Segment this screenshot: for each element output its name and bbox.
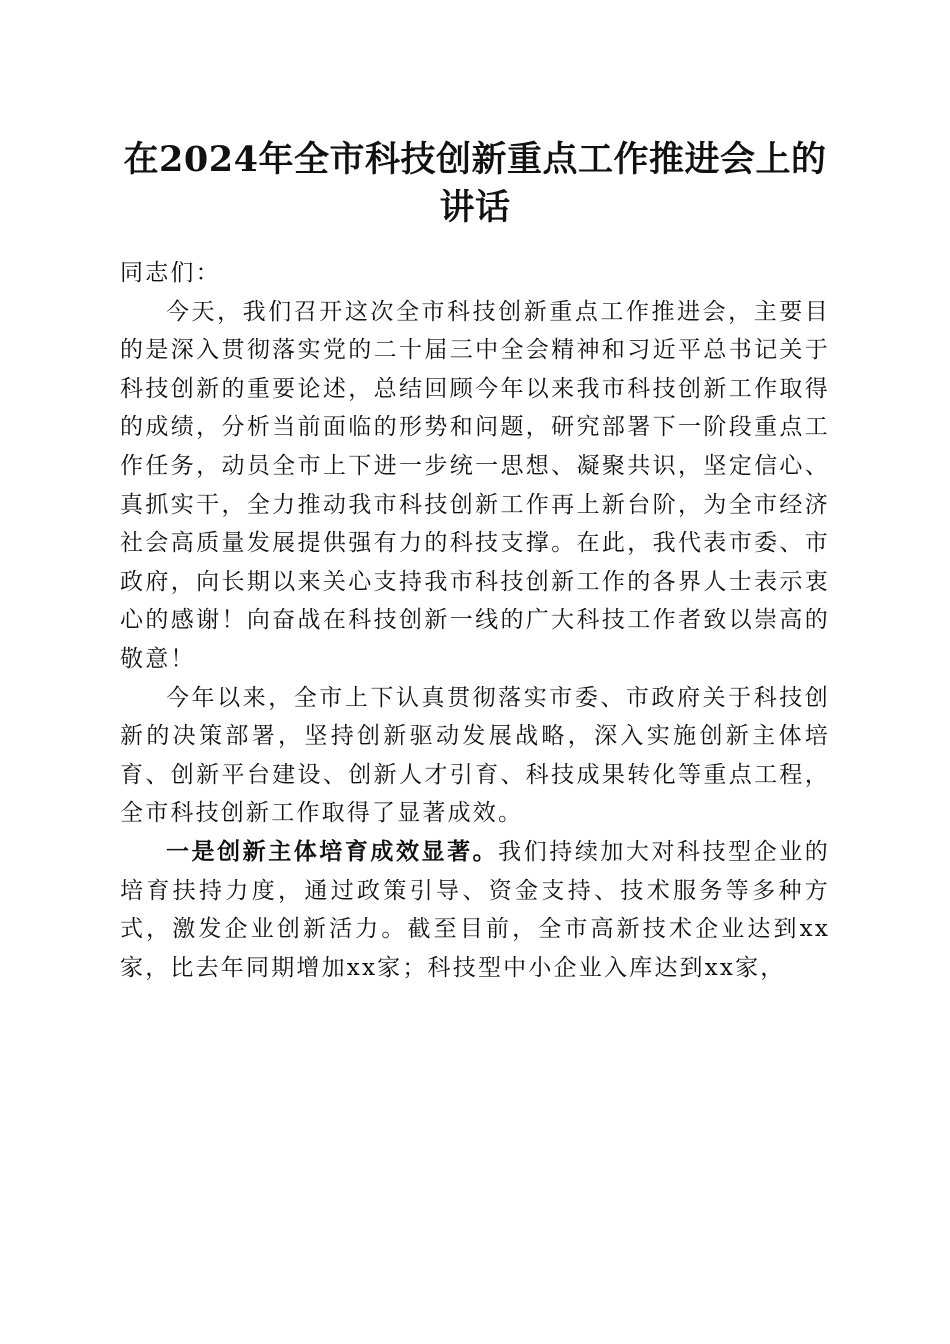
document-title bbox=[100, 136, 850, 232]
paragraph-2: 今年以来，全市上下认真贯彻落实市委、市政府关于科技创新的决策部署，坚持创新驱动发展战略，深入实施创新主体培育、创新平台建设、创新人才引育、科技成果转化等重点工程，全市科技创新工作取得了显著成效。 bbox=[120, 684, 830, 827]
greeting: 同志们： bbox=[120, 260, 221, 286]
title-line-1: 在2024年全市科技创新重点工作推进会上的 bbox=[123, 139, 827, 180]
paragraph-3-lead: 一是创新主体培育成效显著。 bbox=[166, 837, 499, 865]
paragraph-3-body: 我们持续加大对科技型企业的培育扶持力度，通过政策引导、资金支持、技术服务等多种方式，激发企业创新活力。截至目前，全市高新技术企业达到xx家，比去年同期增加xx家；科技型中小企业入库达到xx家， bbox=[120, 838, 830, 981]
paragraph-1: 今天，我们召开这次全市科技创新重点工作推进会，主要目的是深入贯彻落实党的二十届三中全会精神和习近平总书记关于科技创新的重要论述，总结回顾今年以来我市科技创新工作取得的成绩，分析当前面临的形势和问题，研究部署下一阶段重点工作任务，动员全市上下进一步统一思想、凝聚共识，坚定信心、真抓实干，全力推动我市科技创新工作再上新台阶，为全市经济社会高质量发展提供强有力的科技支撑。在此，我代表市委、市政府，向长期以来关心支持我市科技创新工作的各界人士表示衷心的感谢！向奋战在科技创新一线的广大科技工作者致以崇高的敬意！ bbox=[120, 298, 830, 672]
title-line-2: 讲话 bbox=[439, 187, 511, 228]
document-body bbox=[120, 254, 830, 987]
paragraph-3 bbox=[120, 833, 830, 987]
